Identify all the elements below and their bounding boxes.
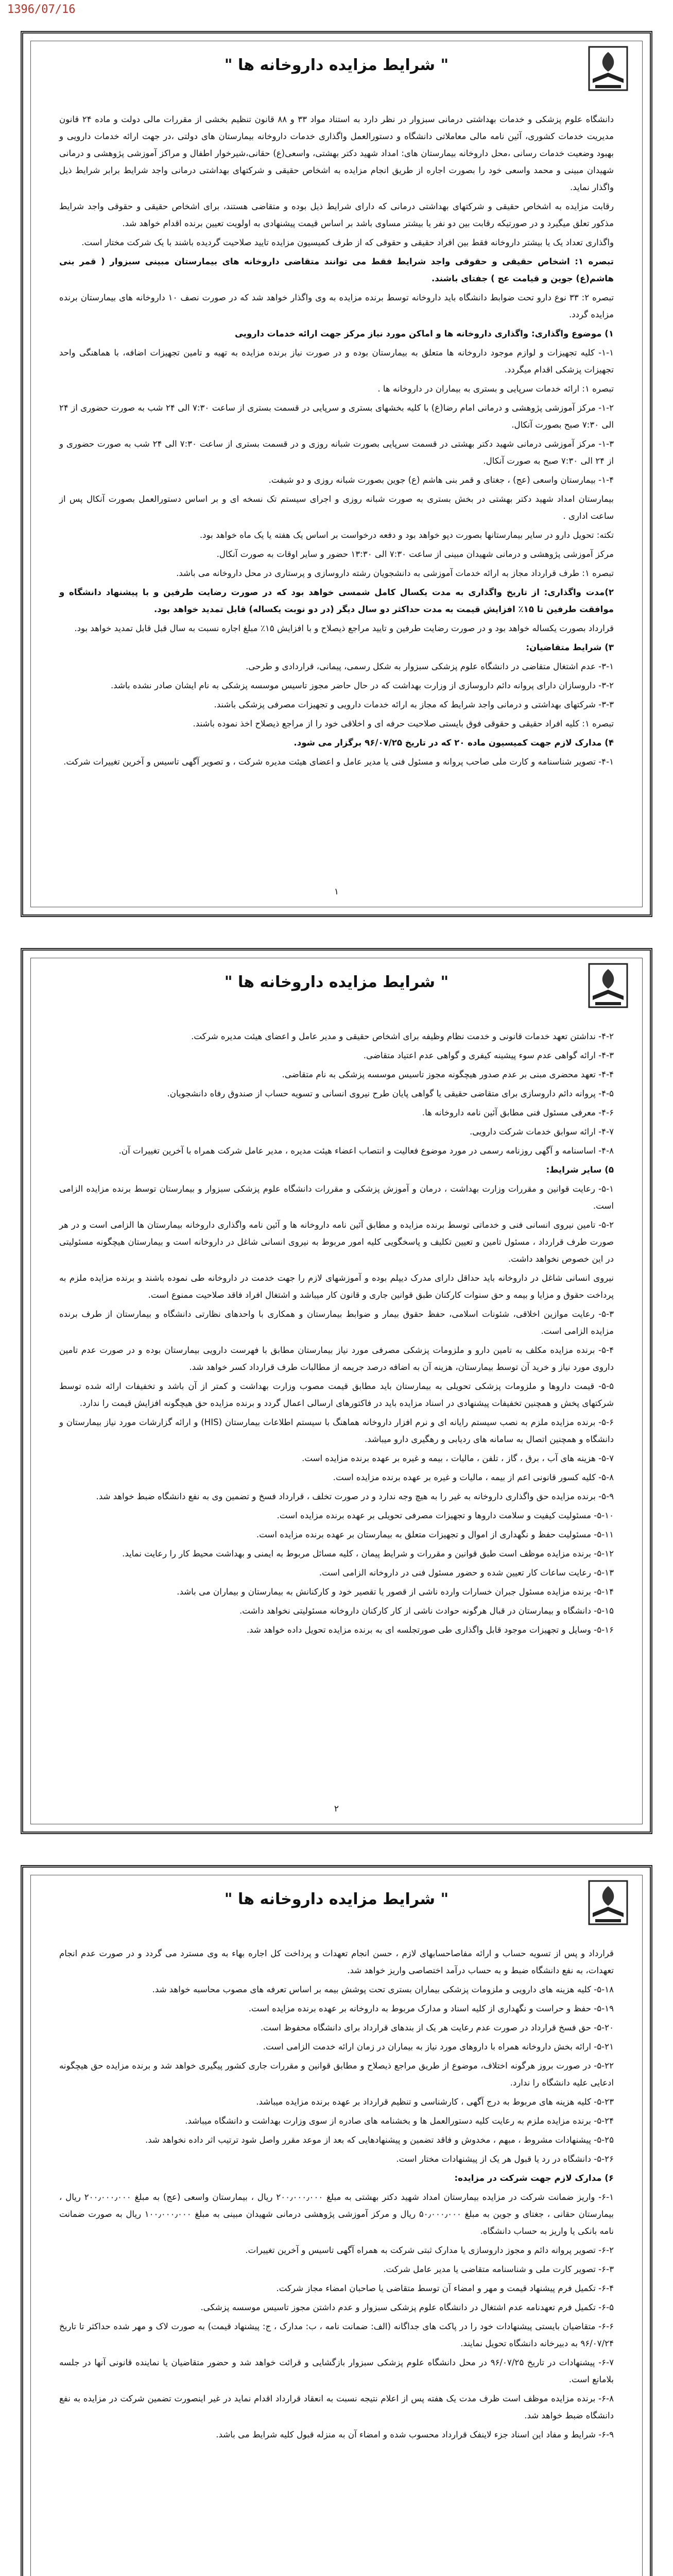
date-stamp: 1396/07/16	[7, 3, 76, 16]
paragraph: ۵-۳- رعایت موازین اخلاقی، شئونات اسلامی، حفظ حقوق بیمار و ضوابط بیمارستان و همکاری با واحدهای نظارتی دانشگاه و بیمارستان از طرف برنده مزایده الزامی است.	[59, 1309, 614, 1336]
paragraph: ۴-۲- نداشتن تعهد خدمات قانونی و خدمت نظام وظیفه برای اشخاص حقیقی و مدیر عامل و اعضای هیئت مدیره شرکت.	[191, 1031, 614, 1041]
page-body	[59, 1945, 614, 2445]
paragraph: ۱-۲- مرکز آموزشی پژوهشی و درمانی امام رضا(ع) با کلیه بخشهای بستری و سرپایی در قسمت بستری از ساعت ۷:۳۰ الی ۲۴ شب به صورت حضوری از ۲۴ الی ۷:۳۰ صبح بصورت آنکال.	[59, 403, 614, 430]
paragraph: دانشگاه علوم پزشکی و خدمات بهداشتی درمانی سبزوار در نظر دارد به استناد مواد ۳۳ و ۸۸ قانون تنظیم بخشی از مقررات مالی دولت و ماده ۲۴ قانون مدیریت خدمات کشوری، آئین نامه مالی معاملاتی دانشگاه و دستورالعمل واگذاری خدمات داروخانه بیمارستان های دولتی ،در جهت ارائه خدمات دارویی و بهبود وضعیت خدمات رسانی ،محل داروخانه بیمارستان های: امداد شهید دکتر بهشتی، واسعی(ع) حقانی،شیرخوار اطفال و مراکز آموزشی پژوهشی و درمانی شهیدان مبینی و محمد واسعی خود را بصورت اجاره از طریق انجام مزایده به اشخاص حقیقی و شرکتهای بهداشتی درمانی واجد شرایط برابر شرایط ذیل واگذار نماید.	[59, 114, 614, 192]
paragraph: تبصره ۱: ارائه خدمات سرپایی و بستری به بیماران در داروخانه ها .	[377, 384, 614, 394]
paragraph: ۴-۳- ارائه گواهی عدم سوء پیشینه کیفری و گواهی عدم اعتیاد متقاضی.	[363, 1050, 614, 1060]
paragraph: ۶-۵- تکمیل فرم تعهدنامه عدم اشتغال در دانشگاه علوم پزشکی سبزوار و عدم داشتن مجوز تاسیس موسسه پزشکی.	[200, 2302, 614, 2312]
page-number: ۲	[334, 1804, 339, 1814]
page-body	[59, 111, 614, 772]
paragraph: واگذاری تعداد یک یا بیشتر داروخانه فقط بین افراد حقیقی و حقوقی که از طرف کمیسیون مزایده تایید صلاحیت گردیده باشند با یک شرکت مختار است.	[81, 238, 614, 247]
paragraph: ۵-۶- برنده مزایده ملزم به نصب سیستم رایانه ای و نرم افزار داروخانه هماهنگ با سیستم اطلاعات بیمارستان (HIS) و ارائه گزارشات مورد نیاز بیمارستان و دانشگاه و همچنین اتصال به سامانه های ردیابی و رهگیری دارو میباشد.	[59, 1417, 614, 1444]
paragraph: تبصره ۱: کلیه افراد حقیقی و حقوقی فوق بایستی صلاحیت حرفه ای و اخلاقی خود را از مراجع ذیصلاح اخذ نموده باشند.	[193, 719, 614, 728]
paragraph: قرارداد و پس از تسویه حساب و ارائه مفاصاحسابهای لازم ، حسن انجام تعهدات و پرداخت کل اجاره بهاء به وی مسترد می گردد و در صورت عدم انجام تعهدات، به نفع دانشگاه ضبط و به حساب درآمد اختصاصی واریز خواهد شد.	[59, 1948, 614, 1975]
paragraph: ۴-۵- پروانه دائم داروسازی برای متقاضی حقیقی یا گواهی پایان طرح نیروی انسانی و تسویه حساب از صندوق رفاه دانشجویان.	[167, 1089, 614, 1098]
paragraph: ۵-۲۶- دانشگاه در رد یا قبول هر یک از پیشنهادات مختار است.	[396, 2154, 614, 2164]
paragraph: ۳-۲- داروسازان دارای پروانه دائم داروسازی از وزارت بهداشت که در حال حاضر مجوز تاسیس موسسه پزشکی به نام ایشان صادر نشده باشد.	[111, 681, 614, 690]
paragraph: ۵-۱- رعایت قوانین و مقررات وزارت بهداشت ، درمان و آموزش پزشکی و مقررات دانشگاه علوم پزشکی سبزوار و بیمارستان توسط برنده مزایده الزامی است.	[59, 1184, 614, 1211]
section-heading: ۲)مدت واگذاری: از تاریخ واگذاری به مدت یکسال کامل شمسی خواهد بود که در صورت رضایت طرفین و با پیشنهاد دانشگاه و موافقت طرفین تا ۱۵٪ افزایش قیمت به مدت حداکثر دو سال دیگر (در دو نوبت یکساله) قابل تمدید خواهد بود.	[59, 587, 614, 614]
paragraph: ۵-۲۰- حق فسخ قرارداد در صورت عدم رعایت هر یک از بندهای قرارداد برای دانشگاه محفوظ است.	[260, 2023, 614, 2032]
page-number: ۱	[334, 887, 339, 897]
paragraph: تکته: تحویل دارو در سایر بیمارستانها بصورت دپو خواهد بود و دفعه درخواست بر اساس یک هفته یا یک ماه خواهد بود.	[199, 530, 614, 540]
paragraph: ۵-۲۱- ارائه بخش داروخانه همراه با داروهای مورد نیاز به بیماران در زمان ارائه خدمت الزامی است.	[263, 2042, 614, 2052]
paragraph: تبصره ۱: اشخاص حقیقی و حقوقی واجد شرایط فقط می توانند متقاضی داروخانه های بیمارستان مبینی سبزوار ( قمر بنی هاشم(ع) جوین و قیامت عج ) جفتای باشند.	[59, 257, 614, 283]
page-title: " شرايط مزايده داروخانه ها "	[224, 56, 449, 74]
paragraph: ۴-۱- تصویر شناسنامه و کارت ملی صاحب پروانه و مسئول فنی یا مدیر عامل و اعضای هیئت مدیره شرکت ، و تصویر آگهی تاسیس و آخرین تغییرات شرکت.	[63, 757, 614, 767]
section-heading: ۳) شرایط متقاضیان:	[526, 642, 614, 652]
page-title: " شرايط مزايده داروخانه ها "	[224, 973, 449, 991]
paragraph: ۴-۸- اساسنامه و آگهی روزنامه رسمی در مورد موضوع فعالیت و انتصاب اعضاء هیئت مدیره ، مدیر عامل شرکت همراه با آخرین تغییرات آن.	[118, 1146, 614, 1156]
paragraph: ۵-۱۴- برنده مزایده مسئول جبران خسارات وارده ناشی از قصور یا تقصیر خود و کارکنانش به بیمارستان و بیماران می باشد.	[177, 1587, 614, 1597]
paragraph: ۶-۳- تصویر کارت ملی و شناسنامه متقاضی یا مدیر عامل شرکت.	[383, 2264, 614, 2274]
paragraph: ۵-۱۰- مسئولیت کیفیت و سلامت داروها و تجهیزات مصرفی تحویلی بر عهده برنده مزایده است.	[277, 1511, 614, 1520]
paragraph: ۵-۱۳- رعایت ساعات کار تعیین شده و حضور مسئول فنی در داروخانه الزامی است.	[319, 1568, 614, 1578]
paragraph: ۵-۲۴- برنده مزایده ملزم به رعایت کلیه دستورالعمل ها و بخشنامه های صادره از سوی وزارت بهداشت و دانشگاه میباشد.	[185, 2116, 614, 2126]
paragraph: مرکز آموزشی پژوهشی و درمانی شهیدان مبینی از ساعت ۷:۳۰ الی ۱۳:۳۰ حضور و سایر اوقات به صورت آنکال.	[216, 549, 614, 559]
paragraph: ۵-۲۲- در صورت بروز هرگونه اختلاف، موضوع از طریق مراجع ذیصلاح و مطابق قوانین و مقررات جاری کشور پیگیری خواهد شد و برنده مزایده حق هیچگونه ادعایی علیه دانشگاه را ندارد.	[59, 2061, 614, 2088]
paragraph: ۵-۸- کلیه کسور قانونی اعم از بیمه ، مالیات و غیره بر عهده برنده مزایده است.	[333, 1472, 614, 1482]
paragraph: ۳-۳- شرکتهای بهداشتی و درمانی واجد شرایط که مجاز به ارائه خدمات دارویی و تجهیزات مصرفی پزشکی باشند.	[214, 700, 614, 709]
document-page-2	[21, 948, 652, 1834]
paragraph: نیروی انسانی شاغل در داروخانه باید حداقل دارای مدرک دیپلم بوده و آموزشهای لازم را جهت خدمت در داروخانه طی نموده باشند و برنده مزایده ملزم به پرداخت حقوق و مزایا و بیمه و حق سنوات کارکنان طبق قوانین جاری و قانون کار میباشد و اشتغال افراد فاقد صلاحیت ممنوع است.	[59, 1273, 614, 1300]
paragraph: قرارداد بصورت یکساله خواهد بود و در صورت رضایت طرفین و تایید مراجع ذیصلاح و با افزایش ۱۵٪ مبلغ اجاره نسبت به سال قبل قابل تمدید خواهد بود.	[74, 623, 614, 633]
paragraph: ۵-۲۵- پیشنهادات مشروط ، مبهم ، مخدوش و فاقد تضمین و پیشنهادهایی که بعد از موعد مقرر واصل شود ترتیب اثر داده نخواهد شد.	[145, 2135, 614, 2145]
section-heading: ۱) موضوع واگذاری: واگذاری داروخانه ها و اماکن مورد نیاز مرکز جهت ارائه خدمات دارویی	[234, 329, 614, 338]
document-page-1	[21, 31, 652, 917]
paragraph: ۵-۱۱- مسئولیت حفظ و نگهداری از اموال و تجهیزات متعلق به بیمارستان بر عهده برنده مزایده است.	[256, 1530, 614, 1539]
paragraph: ۶-۱- واریز ضمانت شرکت در مزایده بیمارستان امداد شهید دکتر بهشتی به مبلغ ۲۰۰٫۰۰۰٫۰۰۰ ریال ، بیمارستان واسعی (عج) به مبلغ ۲۰۰٫۰۰۰٫۰۰۰ ریال ، بیمارستان حقانی ، جغتای و جوین به مبلغ ۵۰٫۰۰۰٫۰۰۰ ریال و مرکز آموزشی پژوهشی درمانی شهیدان مبینی به مبلغ ۱۰۰٫۰۰۰٫۰۰۰ ریال به صورت ضمانت نامه بانکی یا واریز به حساب دانشگاه.	[59, 2192, 614, 2236]
paragraph: ۶-۴- تکمیل فرم پیشنهاد قیمت و مهر و امضاء آن توسط متقاضی یا صاحبان امضاء مجاز شرکت.	[276, 2283, 614, 2293]
paragraph: ۶-۶- متقاضیان بایستی پیشنهادات خود را در پاکت های جداگانه (الف: ضمانت نامه ، ب: مدارک ، ج: پیشنهاد قیمت) به صورت لاک و مهر شده حداکثر تا تاریخ ۹۶/۰۷/۲۴ به دبیرخانه دانشگاه تحویل نمایند.	[59, 2321, 614, 2348]
section-heading: ۴) مدارک لازم جهت کمیسیون ماده ۲۰ که در تاریخ ۹۶/۰۷/۲۵ برگزار می شود.	[294, 738, 614, 748]
paragraph: ۵-۱۶- وسایل و تجهیزات موجود قابل واگذاری طی صورتجلسه ای به برنده مزایده تحویل داده خواهد شد.	[246, 1625, 614, 1635]
paragraph: ۵-۱۹- حفظ و حراست و نگهداری از کلیه اسناد و مدارک مربوط به داروخانه بر عهده برنده مزایده است.	[248, 2004, 614, 2013]
paragraph: تبصره ۱: طرف قرارداد مجاز به ارائه خدمات آموزشی به دانشجویان رشته داروسازی و پرستاری در محل داروخانه می باشد.	[176, 568, 614, 578]
paragraph: ۴-۴- تعهد محضری مبنی بر عدم صدور هیچگونه مجوز تاسیس موسسه پزشکی به نام متقاضی.	[282, 1070, 614, 1079]
document-page-3	[21, 1865, 652, 2576]
paragraph: بیمارستان امداد شهید دکتر بهشتی در بخش بستری به صورت شبانه روزی و اجرای سیستم تک نسخه ای و بر اساس دستورالعمل بصورت آنکال پس از ساعت اداری .	[59, 494, 614, 521]
page-body	[59, 1028, 614, 1640]
paragraph: ۵-۱۸- کلیه هزینه های دارویی و ملزومات پزشکی بیماران بستری تحت پوشش بیمه بر اساس تعرفه های مصوب محاسبه خواهد شد.	[152, 1985, 614, 1994]
paragraph: ۵-۷- هزینه های آب ، برق ، گاز ، تلفن ، مالیات ، بیمه و غیره بر عهده برنده مزایده است.	[302, 1453, 614, 1463]
paragraph: ۵-۱۲- برنده مزایده موظف است طبق قوانین و مقررات و شرایط پیمان ، کلیه مسائل مربوط به ایمنی و بهداشت محیط کار را رعایت نماید.	[122, 1549, 614, 1558]
page-title: " شرايط مزايده داروخانه ها "	[224, 1890, 449, 1908]
paragraph: ۶-۷- پیشنهادات در تاریخ ۹۶/۰۷/۲۵ در محل دانشگاه علوم پزشکی سبزوار بازگشایی و قرائت خواهد شد و حضور متقاضیان یا نماینده قانونی آنها در جلسه بلامانع است.	[59, 2358, 614, 2384]
paragraph: ۵-۹- برنده مزایده حق واگذاری داروخانه به غیر را به هیچ وجه ندارد و در صورت تخلف ، قرارداد فسخ و تضمین وی به نفع دانشگاه ضبط خواهد شد.	[96, 1492, 614, 1501]
paragraph: ۶-۸- برنده مزایده موظف است ظرف مدت یک هفته پس از اعلام نتیجه نسبت به انعقاد قرارداد اقدام نماید در غیر اینصورت تضمین شرکت در مزایده به نفع دانشگاه ضبط خواهد شد.	[59, 2394, 614, 2420]
paragraph: رقابت مزایده به اشخاص حقیقی و شرکتهای بهداشتی درمانی که دارای شرایط ذیل بوده و متقاضی هستند، برای اشخاص حقیقی و حقوقی واجد شرایط مذکور تعلق میگیرد و در صورتیکه رقابت بین دو نفر یا بیشتر مساوی باشد بر اساس قیمت پیشنهادی به اولویت تعیین برنده اقدام خواهد شد.	[59, 201, 614, 228]
paragraph: ۶-۹- شرایط و مفاد این اسناد جزء لاینفک قرارداد محسوب شده و امضاء آن به منزله قبول کلیه شرایط می باشد.	[216, 2430, 614, 2439]
paragraph: ۵-۴- برنده مزایده مکلف به تامین دارو و ملزومات پزشکی مصرفی مورد نیاز بیمارستان مطابق با فهرست دارویی بیمارستان بوده و در صورت عدم تامین داروی مورد نیاز و خرید آن توسط بیمارستان، هزینه آن به اضافه درصد جریمه از مطالبات طرف قرارداد کسر خواهد شد.	[59, 1345, 614, 1372]
paragraph: ۴-۷- ارائه سوابق خدمات شرکت دارویی.	[469, 1127, 614, 1137]
paragraph: ۱-۴- بیمارستان واسعی (عج) ، جغتای و قمر بنی هاشم (ع) جوین بصورت شبانه روزی و دو شیفت.	[268, 475, 614, 485]
paragraph: ۵-۲- تامین نیروی انسانی فنی و خدماتی توسط برنده مزایده و مطابق آئین نامه داروخانه ها و آئین نامه واگذاری داروخانه بیمارستان ها الزامی است و در هر صورت طرف قرارداد ، مسئول تامین و تعیین تکلیف و پاسخگویی کلیه امور مربوط به نیروی انسانی شاغل در داروخانه است و بیمارستان هیچگونه مسئولیتی در این خصوص نخواهد داشت.	[59, 1220, 614, 1264]
paragraph: ۱-۱- کلیه تجهیزات و لوازم موجود داروخانه ها متعلق به بیمارستان بوده و در صورت نیاز برنده مزایده به تهیه و تامین تجهیزات اضافه، با هماهنگی واحد تجهیزات پزشکی اقدام میگردد.	[59, 348, 614, 375]
paragraph: ۵-۵- قیمت داروها و ملزومات پزشکی تحویلی به بیمارستان باید مطابق قیمت مصوب وزارت بهداشت و کمتر از آن باشد و تخفیفات ارائه شده توسط شرکتهای پخش و همچنین تخفیفات پیشنهادی در اسناد مزایده باید در فاکتورهای ارسالی اعمال گردد و برنده مزایده حق هیچگونه افزایش قیمت را ندارد.	[59, 1381, 614, 1408]
paragraph: ۵-۲۳- کلیه هزینه های مربوط به درج آگهی ، کارشناسی و تنظیم قرارداد بر عهده برنده مزایده میباشد.	[256, 2097, 614, 2107]
paragraph: ۱-۳- مرکز آموزشی درمانی شهید دکتر بهشتی در قسمت سرپایی بصورت شبانه روزی و در قسمت بستری از ساعت ۷:۳۰ الی ۲۴ شب به صورت حضوری و از ۲۴ الی ۷:۳۰ صبح به صورت آنکال.	[59, 439, 614, 466]
section-heading: ۵) سایر شرایط:	[546, 1165, 614, 1175]
paragraph: ۴-۶- معرفی مسئول فنی مطابق آئین نامه داروخانه ها.	[422, 1108, 614, 1117]
section-heading: ۶) مدارک لازم جهت شرکت در مزایده:	[454, 2173, 614, 2183]
paragraph: ۳-۱- عدم اشتغال متقاضی در دانشگاه علوم پزشکی سبزوار به شکل رسمی، پیمانی، قراردادی و طرحی.	[246, 662, 614, 671]
paragraph: ۵-۱۵- دانشگاه و بیمارستان در قبال هرگونه حوادث ناشی از کار کارکنان داروخانه مسئولیتی نخواهد داشت.	[239, 1606, 614, 1616]
paragraph: تبصره ۲: ۳۳ نوع دارو تحت ضوابط دانشگاه باید داروخانه توسط برنده مزایده به وی واگذار خواهد شد که در صورت نصف ۱۰ داروخانه های بیمارستان برنده مزایده گردد.	[59, 293, 614, 319]
paragraph: ۶-۲- تصویر پروانه دائم و مجوز داروسازی یا مدارک ثبتی شرکت به همراه آگهی تاسیس و آخرین تغییرات.	[245, 2245, 614, 2255]
